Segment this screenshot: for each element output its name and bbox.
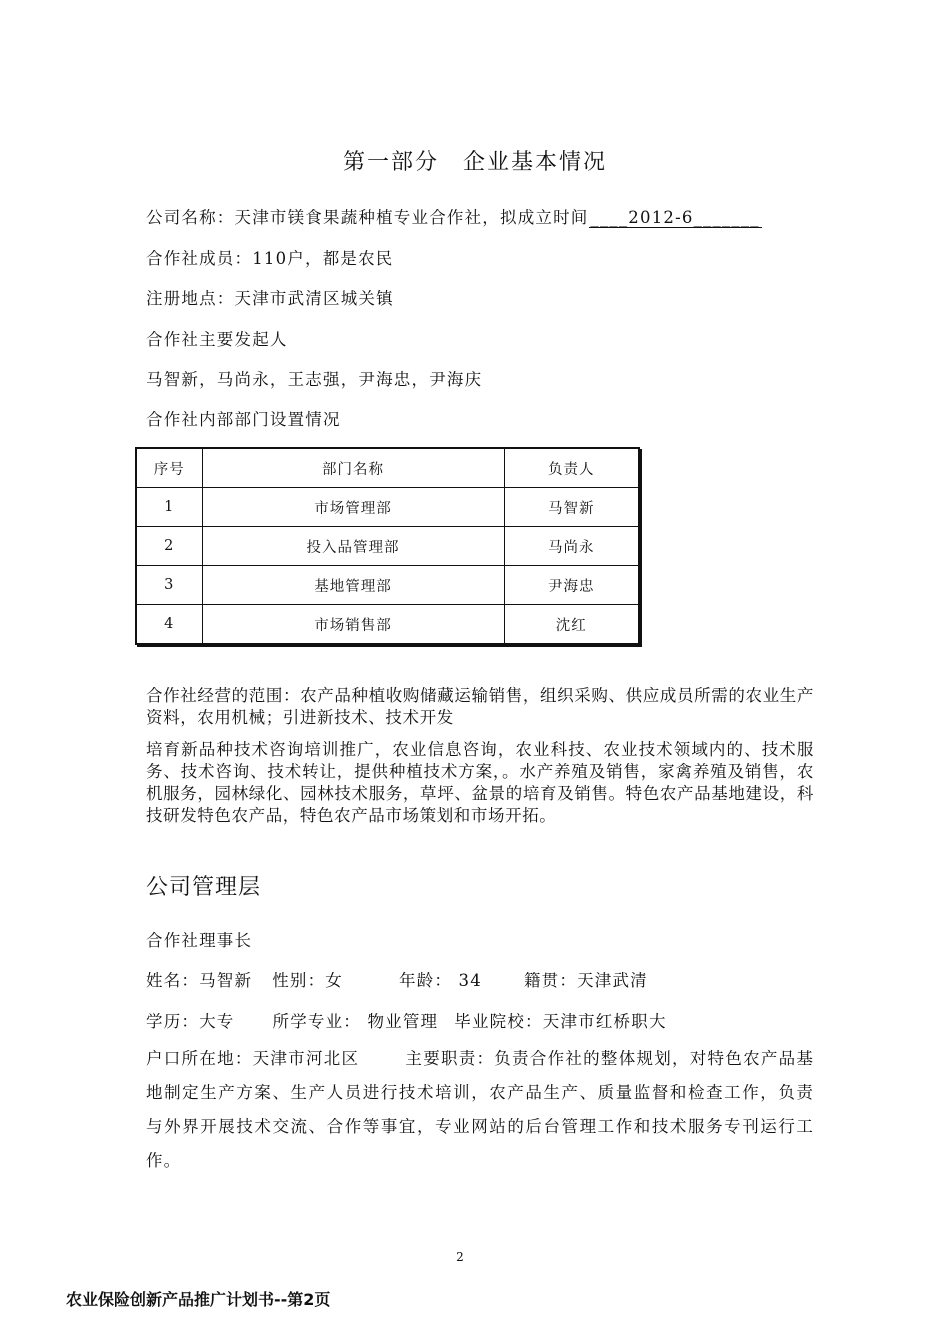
- members-line: 合作社成员：110户，都是农民: [146, 249, 394, 268]
- chairman-role: 合作社理事长: [146, 931, 253, 950]
- row-dept: 基地管理部: [202, 566, 504, 605]
- chairman-origin: 籍贯：天津武清: [523, 971, 648, 990]
- table-row: [136, 605, 639, 645]
- founders-list: 马智新，马尚永，王志强，尹海忠，尹海庆: [146, 370, 483, 389]
- chairman-name: 姓名：马智新: [146, 971, 253, 990]
- row-head: 马尚永: [504, 527, 639, 566]
- row-dept: 投入品管理部: [202, 527, 504, 566]
- chairman-duties: 主要职责：负责合作社的整体规划，对特色农产品基地制定生产方案、生产人员进行技术培训，农产品生产、质量监督和检查工作，负责与外界开展技术交流、合作等事宜，专业网站的后台管理工作和技术服务专刊运行工作。: [146, 1049, 814, 1170]
- row-index: 2: [136, 527, 202, 566]
- chairman-school: 毕业院校：天津市红桥职大: [454, 1012, 667, 1031]
- chairman-education-info: [146, 1008, 667, 1032]
- row-index: 4: [136, 605, 202, 645]
- chairman-duties-paragraph: [146, 1042, 814, 1178]
- chairman-age: 年龄： 34: [399, 971, 482, 990]
- department-table: [135, 447, 640, 645]
- row-head: 沈红: [504, 605, 639, 645]
- page-title: 第一部分 企业基本情况: [342, 150, 607, 175]
- dept-label: 合作社内部部门设置情况: [146, 410, 341, 429]
- scope-paragraph-2: 培育新品种技术咨询培训推广，农业信息咨询，农业科技、农业技术领域内的、技术服务、技术咨询、技术转让，提供种植技术方案，。水产养殖及销售，家禽养殖及销售，农机服务，园林绿化、园林技术服务，草坪、盆景的培育及销售。特色农产品基地建设，科技研发特色农产品，特色农产品市场策划和市场开拓。: [146, 740, 814, 825]
- table-row: [136, 527, 639, 566]
- row-head: 尹海忠: [504, 566, 639, 605]
- table-row: [136, 488, 639, 527]
- footer-caption: 农业保险创新产品推广计划书--第2页: [66, 1290, 331, 1309]
- chairman-education: 学历：大专: [146, 1012, 235, 1031]
- table-row: [136, 566, 639, 605]
- header-dept: 部门名称: [202, 448, 504, 488]
- management-heading: 公司管理层: [146, 875, 262, 900]
- scope-paragraph-1: 合作社经营的范围：农产品种植收购储藏运输销售，组织采购、供应成员所需的农业生产资料，农用机械；引进新技术、技术开发: [146, 686, 814, 727]
- chairman-gender: 性别：女: [272, 971, 344, 990]
- row-dept: 市场销售部: [202, 605, 504, 645]
- founding-date: ____2012-6_______: [590, 208, 760, 227]
- company-name-line: [146, 204, 762, 228]
- chairman-major: 所学专业： 物业管理: [272, 1012, 439, 1031]
- row-head: 马智新: [504, 488, 639, 527]
- row-index: 1: [136, 488, 202, 527]
- row-dept: 市场管理部: [202, 488, 504, 527]
- page-number: 2: [456, 1250, 464, 1264]
- founders-label: 合作社主要发起人: [146, 330, 288, 349]
- row-index: 3: [136, 566, 202, 605]
- table-header-row: [136, 448, 639, 488]
- header-index: 序号: [136, 448, 202, 488]
- company-name-label: 公司名称：天津市镁食果蔬种植专业合作社，拟成立时间: [146, 208, 589, 227]
- chairman-basic-info: [146, 967, 648, 991]
- header-head: 负责人: [504, 448, 639, 488]
- chairman-residence: 户口所在地：天津市河北区: [146, 1049, 360, 1068]
- address-line: 注册地点：天津市武清区城关镇: [146, 289, 394, 308]
